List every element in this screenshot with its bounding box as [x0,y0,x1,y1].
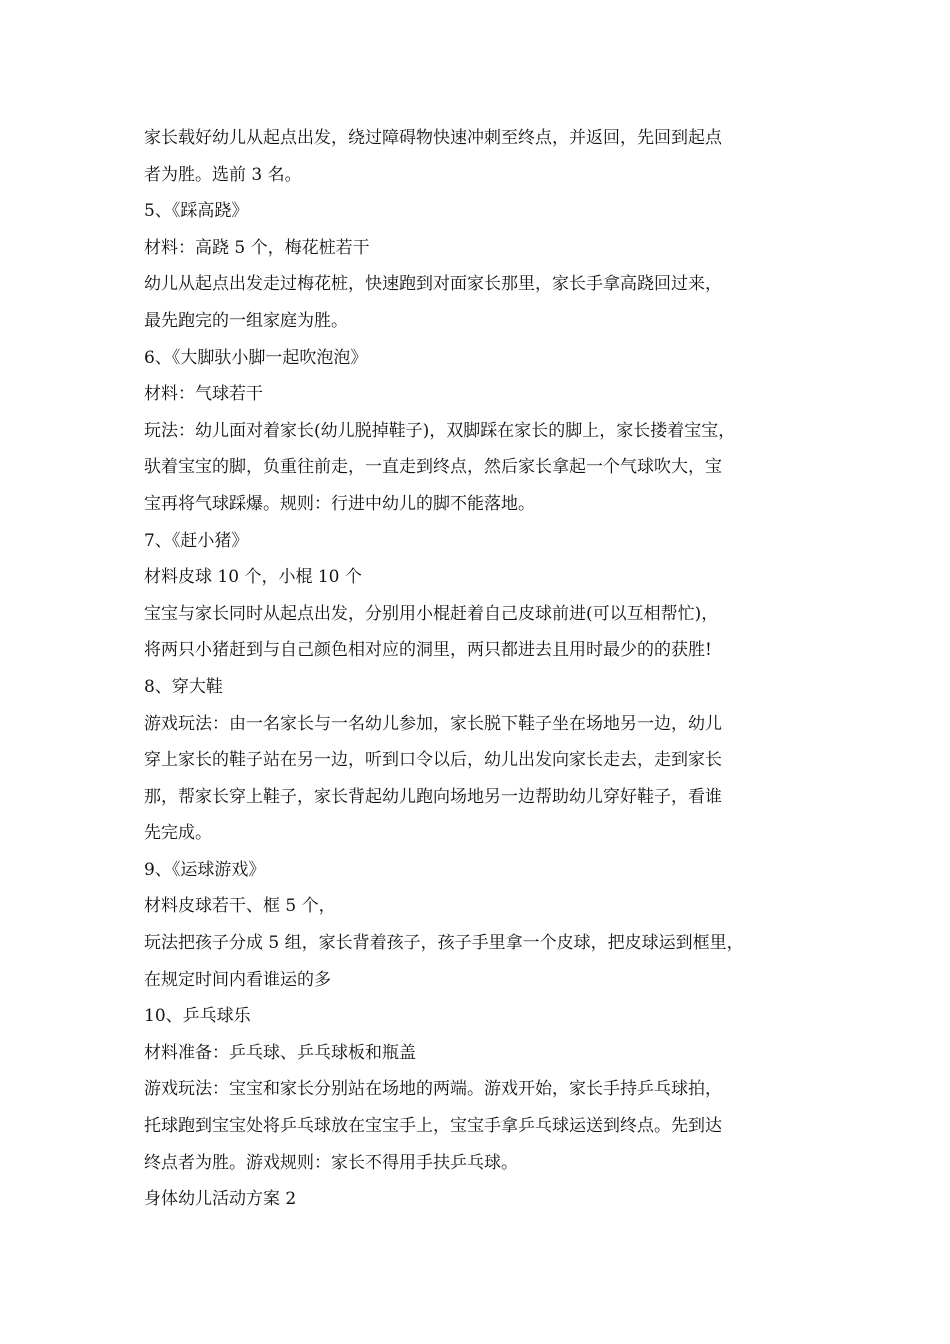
text-line: 驮着宝宝的脚，负重往前走，一直走到终点，然后家长拿起一个气球吹大，宝 [144,457,722,478]
text-line: 穿上家长的鞋子站在另一边，听到口令以后，幼儿出发向家长走去，走到家长 [144,750,722,771]
text-line: 最先跑完的一组家庭为胜。 [144,310,348,331]
text-line: 者为胜。选前 3 名。 [144,164,302,185]
text-line: 玩法：幼儿面对着家长(幼儿脱掉鞋子)，双脚踩在家长的脚上，家长搂着宝宝， [144,420,736,441]
text-line: 幼儿从起点出发走过梅花桩，快速跑到对面家长那里，家长手拿高跷回过来， [144,274,722,295]
text-line: 材料：气球若干 [144,384,263,405]
text-line: 将两只小猪赶到与自己颜色相对应的洞里，两只都进去且用时最少的的获胜! [144,640,712,661]
text-line: 终点者为胜。游戏规则：家长不得用手扶乒乓球。 [144,1152,518,1173]
text-line: 宝宝与家长同时从起点出发，分别用小棍赶着自己皮球前进(可以互相帮忙)， [144,603,719,624]
text-line: 游戏玩法：由一名家长与一名幼儿参加，家长脱下鞋子坐在场地另一边，幼儿 [144,713,722,734]
section-heading: 6、《大脚驮小脚一起吹泡泡》 [144,347,368,368]
text-line: 游戏玩法：宝宝和家长分别站在场地的两端。游戏开始，家长手持乒乓球拍， [144,1079,722,1100]
text-line: 先完成。 [144,823,212,844]
text-line: 材料：高跷 5 个，梅花桩若干 [144,237,370,258]
text-line: 那，帮家长穿上鞋子，家长背起幼儿跑向场地另一边帮助幼儿穿好鞋子，看谁 [144,786,722,807]
text-line: 在规定时间内看谁运的多 [144,969,331,990]
section-heading: 10、乒乓球乐 [144,1006,251,1027]
section-heading: 5、《踩高跷》 [144,201,249,222]
text-line: 材料准备：乒乓球、乒乓球板和瓶盖 [144,1042,416,1063]
section-heading: 9、《运球游戏》 [144,859,266,880]
text-line: 玩法把孩子分成 5 组，家长背着孩子，孩子手里拿一个皮球，把皮球运到框里， [144,933,744,954]
section-heading: 7、《赶小猪》 [144,530,249,551]
section-heading: 8、穿大鞋 [144,676,223,697]
text-line: 材料皮球 10 个，小棍 10 个 [144,567,362,588]
text-line: 托球跑到宝宝处将乒乓球放在宝宝手上，宝宝手拿乒乓球运送到终点。先到达 [144,1116,722,1137]
document-body [144,120,834,1218]
text-line: 家长载好幼儿从起点出发，绕过障碍物快速冲刺至终点，并返回，先回到起点 [144,128,722,148]
text-line: 宝再将气球踩爆。规则：行进中幼儿的脚不能落地。 [144,493,535,514]
document-title: 身体幼儿活动方案 2 [144,1189,297,1210]
text-line: 材料皮球若干、框 5 个， [144,896,336,917]
